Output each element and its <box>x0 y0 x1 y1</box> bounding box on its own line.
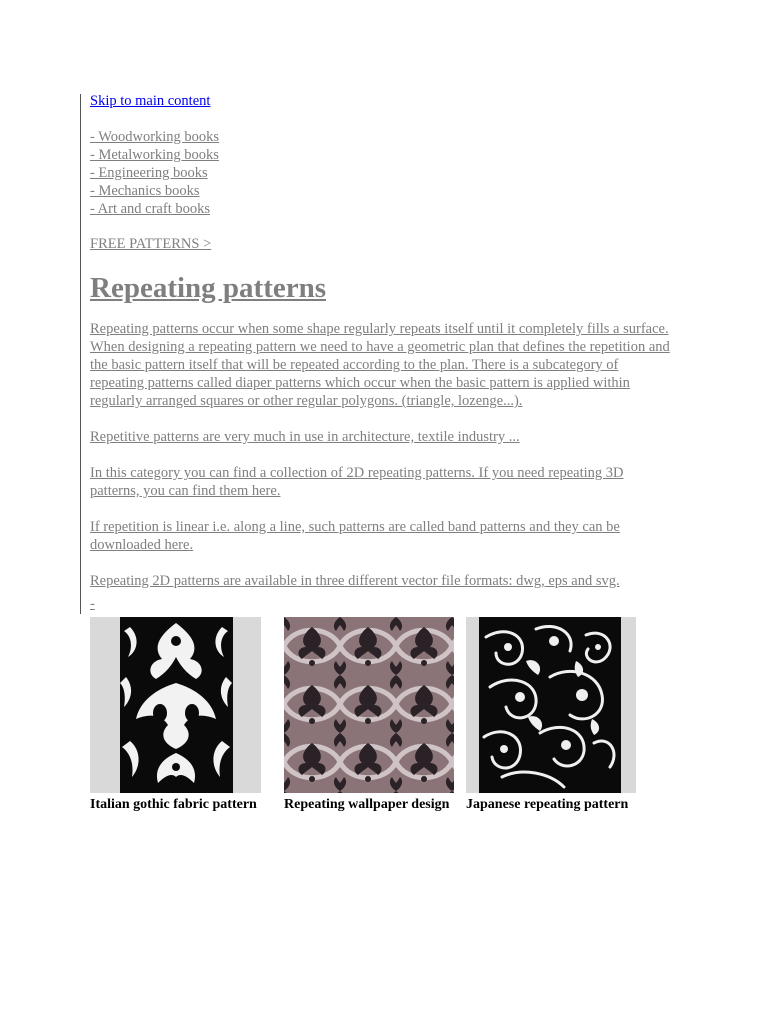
trailing-dash: - <box>90 596 95 612</box>
category-paragraph[interactable]: In this category you can find a collection of 2D repeating patterns. If you need repeating 3D patterns, you can find them here. <box>90 465 624 499</box>
skip-to-main-link[interactable]: Skip to main content <box>90 93 211 109</box>
formats-paragraph[interactable]: Repeating 2D patterns are available in three different vector file formats: dwg, eps and svg. <box>90 573 620 589</box>
pattern-gallery <box>90 617 650 827</box>
page-title[interactable]: Repeating patterns <box>90 272 327 304</box>
wallpaper-caption[interactable]: Repeating wallpaper design <box>284 797 450 812</box>
japanese-pattern-image[interactable] <box>466 617 636 793</box>
usage-paragraph[interactable]: Repetitive patterns are very much in use in architecture, textile industry ... <box>90 429 520 445</box>
italian-gothic-pattern-image[interactable] <box>90 617 261 793</box>
italian-gothic-caption[interactable]: Italian gothic fabric pattern <box>90 797 257 812</box>
nav-art-craft-books[interactable]: - Art and craft books <box>90 201 210 217</box>
nav-engineering-books[interactable]: - Engineering books <box>90 165 208 181</box>
nav-mechanics-books[interactable]: - Mechanics books <box>90 183 200 199</box>
category-nav <box>90 128 670 218</box>
japanese-caption[interactable]: Japanese repeating pattern <box>466 797 629 812</box>
nav-metalworking-books[interactable]: - Metalworking books <box>90 147 219 163</box>
intro-paragraph[interactable]: Repeating patterns occur when some shape regularly repeats itself until it completely fills a surface. When designing a repeating pattern we need to have a geometric plan that defines the repetition and the basic pattern itself that will be repeated according to the plan. There is a subcategory of repeating patterns called diaper patterns which occur when the basic pattern is applied within regularly arranged squares or other regular polygons. (triangle, lozenge...). <box>90 321 670 409</box>
main-content <box>90 92 670 610</box>
band-patterns-paragraph[interactable]: If repetition is linear i.e. along a line, such patterns are called band patterns and they can be downloaded here. <box>90 519 620 553</box>
free-patterns-link[interactable]: FREE PATTERNS > <box>90 236 212 252</box>
wallpaper-pattern-image[interactable] <box>284 617 454 793</box>
left-border-line <box>80 94 81 614</box>
nav-woodworking-books[interactable]: - Woodworking books <box>90 129 220 145</box>
